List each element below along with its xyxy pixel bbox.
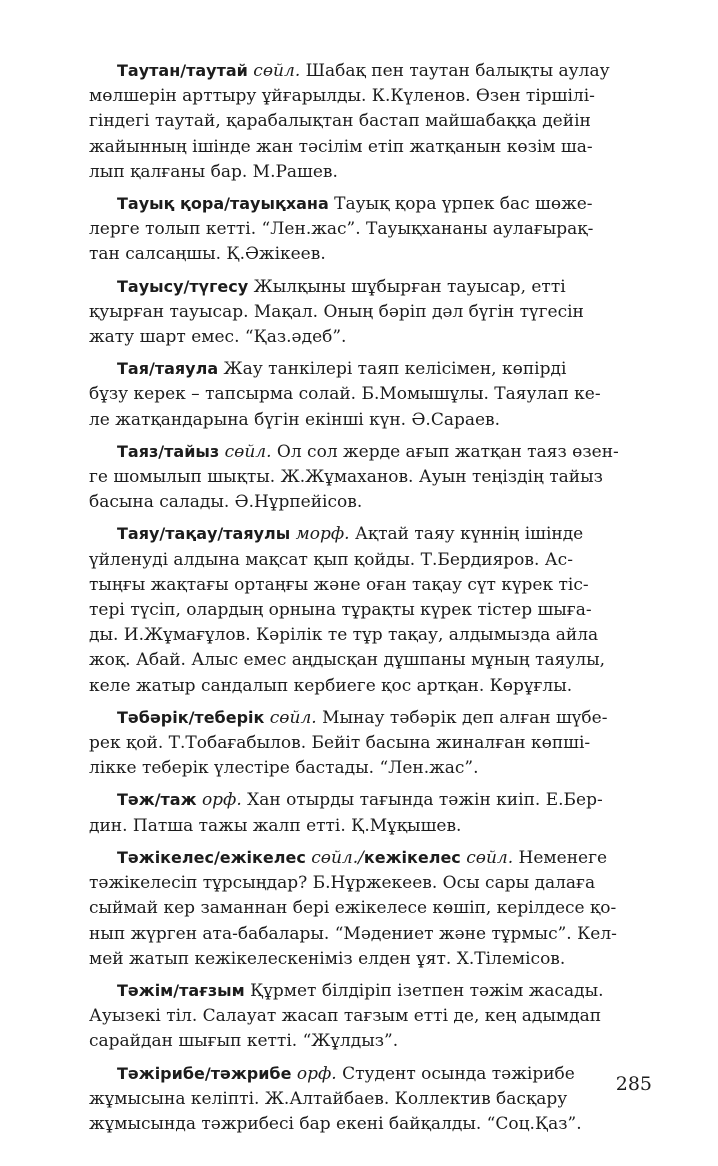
entry-line: бұзу керек – тапсырма солай. Б.Момышұлы. Таяулап ке- bbox=[89, 384, 601, 405]
dictionary-entry bbox=[89, 439, 652, 516]
entry-style-label: сөйл./ bbox=[311, 847, 364, 868]
entry-text: Тауық қора үрпек бас шөже- bbox=[328, 194, 593, 215]
entry-line: жайынның ішінде жан тәсілім етіп жатқанын көзім ша- bbox=[89, 136, 593, 157]
entry-line: тыңғы жақтағы ортаңғы және оған тақау сүт күрек тіс- bbox=[89, 574, 589, 595]
entry-headword: Таяу/тақау/таяулы bbox=[117, 524, 291, 544]
entry-line: мей жатып кежікелескеніміз елден ұят. Х.Тілемісов. bbox=[89, 948, 566, 969]
entry-line bbox=[89, 1061, 652, 1087]
entry-text: Жау танкілері таяп келісімен, көпірді bbox=[218, 359, 567, 380]
entry-line bbox=[89, 191, 652, 217]
entry-line: лікке теберік үлестіре бастады. “Лен.жас”. bbox=[89, 758, 479, 779]
entry-line: нып жүрген ата-бабалары. “Мәдениет және тұрмыс”. Кел- bbox=[89, 923, 617, 944]
entry-text: Құрмет білдіріп ізетпен тәжім жасады. bbox=[244, 980, 604, 1001]
entry-line: жоқ. Абай. Алыс емес аңдысқан дұшпаны мұның таяулы, bbox=[89, 650, 606, 671]
entry-headword: Таутан/таутай bbox=[117, 61, 248, 80]
entry-headword: Тәжікелес/ежікелес bbox=[117, 847, 306, 867]
entry-line: мөлшерін арттыру ұйғарылды. К.Күленов. Өзен тіршілі- bbox=[89, 86, 595, 107]
entry-line bbox=[89, 58, 652, 84]
entry-style-label: орф. bbox=[296, 1063, 337, 1084]
entry-style-label: сөйл. bbox=[224, 441, 272, 462]
dictionary-entry bbox=[89, 58, 652, 185]
entry-line bbox=[89, 521, 652, 547]
entry-line: лып қалғаны бар. М.Рашев. bbox=[89, 161, 338, 182]
entry-line: дин. Патша тажы жалп етті. Қ.Мұқышев. bbox=[89, 815, 462, 836]
entry-headword: Тауысу/түгесу bbox=[117, 276, 249, 296]
entry-text: Неменеге bbox=[513, 847, 608, 868]
entry-text: Жылқыны шұбырған тауысар, етті bbox=[248, 276, 566, 297]
entry-line: ды. И.Жұмағұлов. Кәрілік те тұр тақау, алдымызда айла bbox=[89, 625, 599, 646]
dictionary-entry bbox=[89, 521, 652, 698]
entry-text: Ақтай таяу күннің ішінде bbox=[349, 524, 584, 545]
entry-line bbox=[89, 439, 652, 465]
entry-line bbox=[89, 978, 652, 1004]
dictionary-entry bbox=[89, 1061, 652, 1138]
entry-headword: Тая/таяула bbox=[117, 359, 219, 379]
entry-line: келе жатыр сандалып кербиеге қос артқан. Көрұғлы. bbox=[89, 675, 573, 696]
entry-line: гіндегі таутай, қарабалықтан бастап майшабаққа дейін bbox=[89, 111, 591, 132]
entry-line: лерге толып кетті. “Лен.жас”. Тауықхананы аулағырақ- bbox=[89, 219, 594, 240]
entry-headword: Тәжім/тағзым bbox=[117, 980, 245, 1000]
entry-line bbox=[89, 274, 652, 300]
entry-style-label: морф. bbox=[295, 524, 350, 545]
entry-text: Шабақ пен таутан балықты аулау bbox=[300, 61, 610, 81]
entry-line: қуырған тауысар. Мақал. Оның бәріп дәл бүгін түгесін bbox=[89, 301, 584, 322]
entry-style-label: орф. bbox=[201, 790, 242, 811]
entry-line: тері түсіп, олардың орнына тұрақты күрек тістер шыға- bbox=[89, 600, 592, 621]
dictionary-entry bbox=[89, 191, 652, 268]
entry-line: жату шарт емес. “Қаз.әдеб”. bbox=[89, 327, 347, 348]
entry-headword: Тәж/таж bbox=[117, 790, 197, 810]
entry-line: үйленуді алдына мақсат қып қойды. Т.Бердияров. Ас- bbox=[89, 549, 573, 570]
entry-line: тан салсаңшы. Қ.Әжікеев. bbox=[89, 244, 326, 265]
dictionary-entry bbox=[89, 787, 652, 838]
entry-text: Хан отырды тағында тәжін киіп. Е.Бер- bbox=[241, 790, 603, 811]
entry-style-label: сөйл. bbox=[253, 61, 301, 81]
entry-line: жұмысына келіпті. Ж.Алтайбаев. Коллектив басқару bbox=[89, 1088, 568, 1109]
entry-line: Ауызекі тіл. Салауат жасап тағзым етті де, кең адымдап bbox=[89, 1006, 602, 1027]
entry-line bbox=[89, 787, 652, 813]
entry-headword: Тәбәрік/теберік bbox=[117, 707, 265, 727]
entry-style-label: сөйл. bbox=[269, 707, 317, 728]
entry-text: Мынау тәбәрік деп алған шүбе- bbox=[316, 707, 608, 728]
entry-line bbox=[89, 356, 652, 382]
entry-style-label: сөйл. bbox=[466, 847, 514, 868]
entry-headword-variant: кежікелес bbox=[363, 847, 461, 867]
entry-line: сарайдан шығып кетті. “Жұлдыз”. bbox=[89, 1031, 399, 1052]
entry-line: жұмысында тәжрибесі бар екені байқалды. “Соц.Қаз”. bbox=[89, 1113, 582, 1134]
entry-headword: Тәжірибе/тәжрибе bbox=[117, 1063, 292, 1083]
entry-headword: Тауық қора/тауықхана bbox=[117, 194, 329, 214]
dictionary-entry bbox=[89, 274, 652, 351]
dictionary-entry bbox=[89, 978, 652, 1055]
entry-line: сыймай кер заманнан бері ежікелесе көшіп, керілдесе қо- bbox=[89, 898, 617, 919]
entry-text: Ол сол жерде ағып жатқан таяз өзен- bbox=[271, 441, 619, 462]
entry-line: ге шомылып шықты. Ж.Жұмаханов. Ауын теңіздің тайыз bbox=[89, 467, 603, 488]
entry-line: басына салады. Ә.Нұрпейісов. bbox=[89, 492, 363, 513]
dictionary-entry bbox=[89, 356, 652, 433]
dictionary-entry bbox=[89, 845, 652, 972]
entry-line: рек қой. Т.Тобағабылов. Бейіт басына жиналған көпші- bbox=[89, 733, 591, 754]
page-number: 285 bbox=[615, 1073, 652, 1095]
entry-line bbox=[89, 705, 652, 731]
entry-line bbox=[89, 845, 652, 871]
entry-text: Студент осында тәжірибе bbox=[336, 1063, 575, 1084]
entry-line: тәжікелесіп тұрсыңдар? Б.Нұржекеев. Осы сары далаға bbox=[89, 873, 596, 894]
entry-headword: Таяз/тайыз bbox=[117, 441, 220, 461]
entry-line: ле жатқандарына бүгін екінші күн. Ә.Сараев. bbox=[89, 409, 501, 430]
dictionary-entry bbox=[89, 705, 652, 782]
